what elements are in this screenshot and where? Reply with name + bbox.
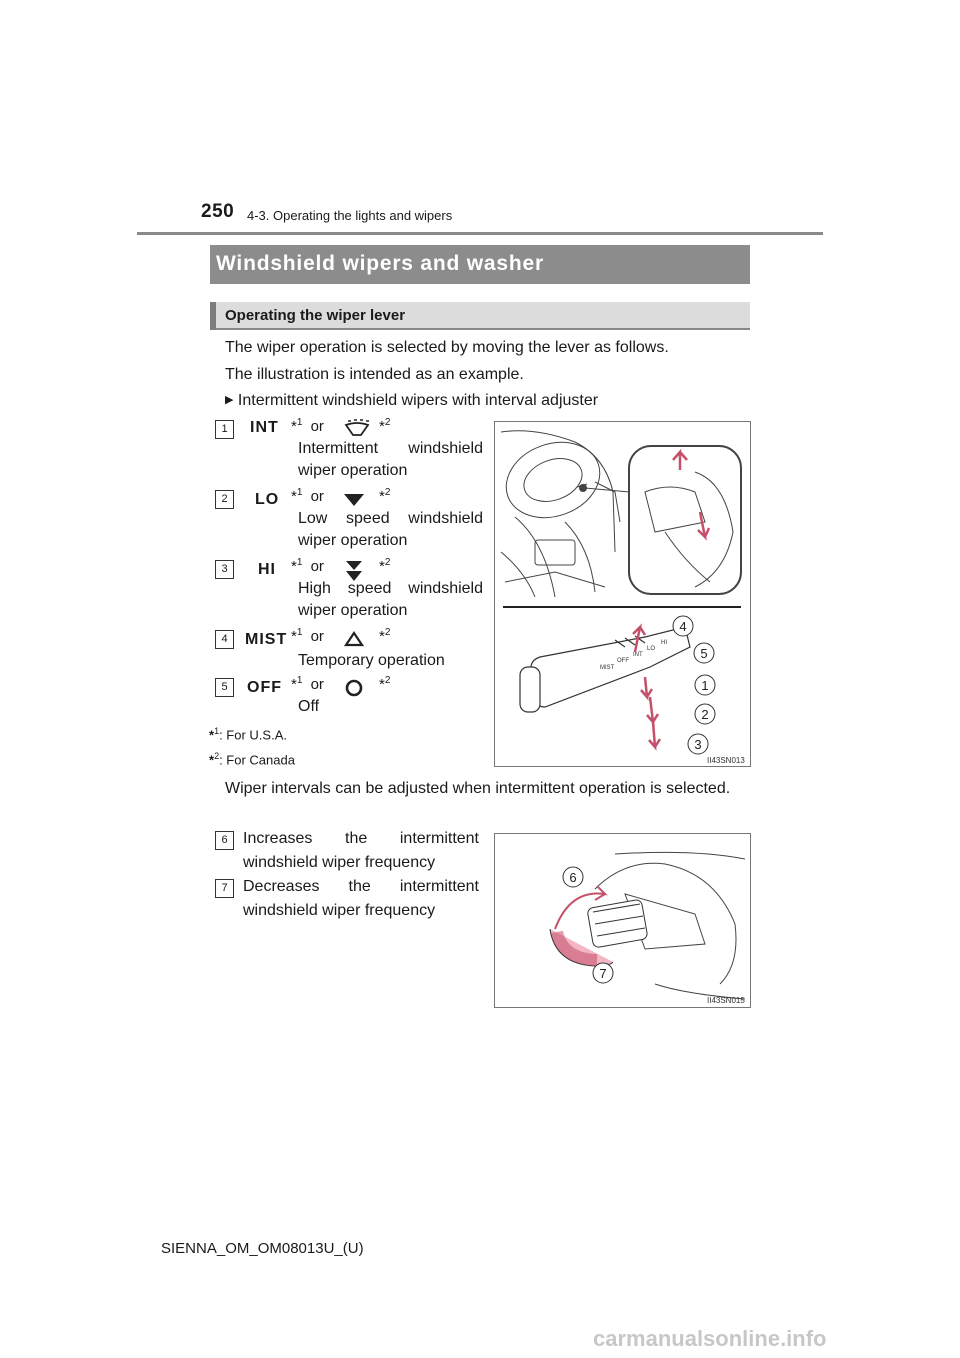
adjust-item-7: Decreases the intermittent windshield wiper frequency bbox=[243, 878, 479, 919]
intro-bullet-text: Intermittent windshield wipers with interval adjuster bbox=[237, 392, 599, 409]
mode-label-lo: LO bbox=[255, 491, 280, 508]
mode-star2-2: *$^2$ bbox=[379, 487, 391, 505]
callout-4: 4 bbox=[679, 619, 687, 634]
mode-label-int: INT bbox=[250, 419, 279, 436]
mode-desc-1: Intermittent windshield wiper operation bbox=[298, 440, 483, 479]
mode-star2-3: *$^2$ bbox=[379, 557, 391, 575]
wiper-lever-figure bbox=[494, 421, 751, 767]
header-rule bbox=[137, 232, 823, 235]
mode-star-line-5: *$^1$ or bbox=[291, 675, 324, 693]
lever-mark-mist: MIST bbox=[600, 665, 615, 671]
section-title: Windshield wipers and washer bbox=[216, 252, 544, 275]
mode-star-line-1: *$^1$ or bbox=[291, 417, 324, 435]
page-number: 250 bbox=[201, 201, 235, 222]
mode-star2-5: *$^2$ bbox=[379, 675, 391, 693]
intro-line-2: The illustration is intended as an example. bbox=[225, 366, 524, 383]
callout-3: 3 bbox=[694, 737, 702, 752]
num-box-1: 1 bbox=[215, 420, 234, 439]
num-box-6: 6 bbox=[215, 831, 234, 850]
lever-mark-int: INT bbox=[633, 652, 643, 658]
mode-list bbox=[215, 417, 485, 722]
num-box-7: 7 bbox=[215, 879, 234, 898]
lever-mark-off: OFF bbox=[617, 658, 629, 664]
figure-code-1: II43SN013 bbox=[707, 756, 745, 765]
callout-5: 5 bbox=[700, 646, 708, 661]
lever-mark-hi: HI bbox=[661, 640, 667, 646]
subsection-title: Operating the wiper lever bbox=[225, 307, 406, 324]
up-triangle-outline-icon bbox=[344, 631, 364, 647]
mode-label-off: OFF bbox=[247, 679, 282, 696]
running-head: 4-3. Operating the lights and wipers bbox=[247, 208, 453, 223]
wiper-int-icon bbox=[343, 419, 371, 437]
bullet-arrow-icon: ▶ bbox=[225, 394, 234, 406]
mode-desc-5: Off bbox=[298, 698, 320, 715]
num-box-4: 4 bbox=[215, 630, 234, 649]
mode-desc-4: Temporary operation bbox=[298, 652, 445, 669]
mode-star2-1: *$^2$ bbox=[379, 417, 391, 435]
callout-6: 6 bbox=[569, 870, 577, 885]
subsection-accent bbox=[210, 302, 216, 330]
interval-text: Wiper intervals can be adjusted when intermittent operation is selected. bbox=[225, 780, 731, 797]
mode-label-hi: HI bbox=[258, 561, 276, 578]
wiper-lever-illustration bbox=[495, 422, 750, 766]
intro-line-1: The wiper operation is selected by moving the lever as follows. bbox=[225, 339, 669, 356]
single-down-triangle-icon bbox=[343, 493, 365, 507]
mode-star-line-4: *$^1$ or bbox=[291, 627, 324, 645]
callout-1: 1 bbox=[701, 678, 709, 693]
lever-mark-lo: LO bbox=[647, 646, 656, 652]
mode-desc-2: Low speed windshield wiper operation bbox=[298, 510, 483, 549]
interval-adjuster-illustration bbox=[495, 834, 750, 1007]
figure-code-2: II43SN015 bbox=[707, 996, 745, 1005]
mode-star2-4: *$^2$ bbox=[379, 627, 391, 645]
circle-outline-icon bbox=[344, 678, 364, 698]
mode-desc-3: High speed windshield wiper operation bbox=[298, 580, 483, 619]
callout-7: 7 bbox=[599, 966, 607, 981]
mode-label-mist: MIST bbox=[245, 631, 288, 648]
mode-star-line-3: *$^1$ or bbox=[291, 557, 324, 575]
mode-star-line-2: *$^1$ or bbox=[291, 487, 324, 505]
num-box-3: 3 bbox=[215, 560, 234, 579]
intro-bullet bbox=[225, 389, 598, 414]
adjust-item-6: Increases the intermittent windshield wiper frequency bbox=[243, 830, 479, 871]
footnote-2: *$^2$: For Canada bbox=[209, 751, 295, 768]
footer-code: SIENNA_OM_OM08013U_(U) bbox=[161, 1240, 364, 1257]
watermark: carmanualsonline.info bbox=[593, 1326, 827, 1351]
num-box-2: 2 bbox=[215, 490, 234, 509]
footnote-1: *$^1$: For U.S.A. bbox=[209, 726, 287, 743]
interval-adjuster-figure bbox=[494, 833, 751, 1008]
callout-2: 2 bbox=[701, 707, 709, 722]
num-box-5: 5 bbox=[215, 678, 234, 697]
